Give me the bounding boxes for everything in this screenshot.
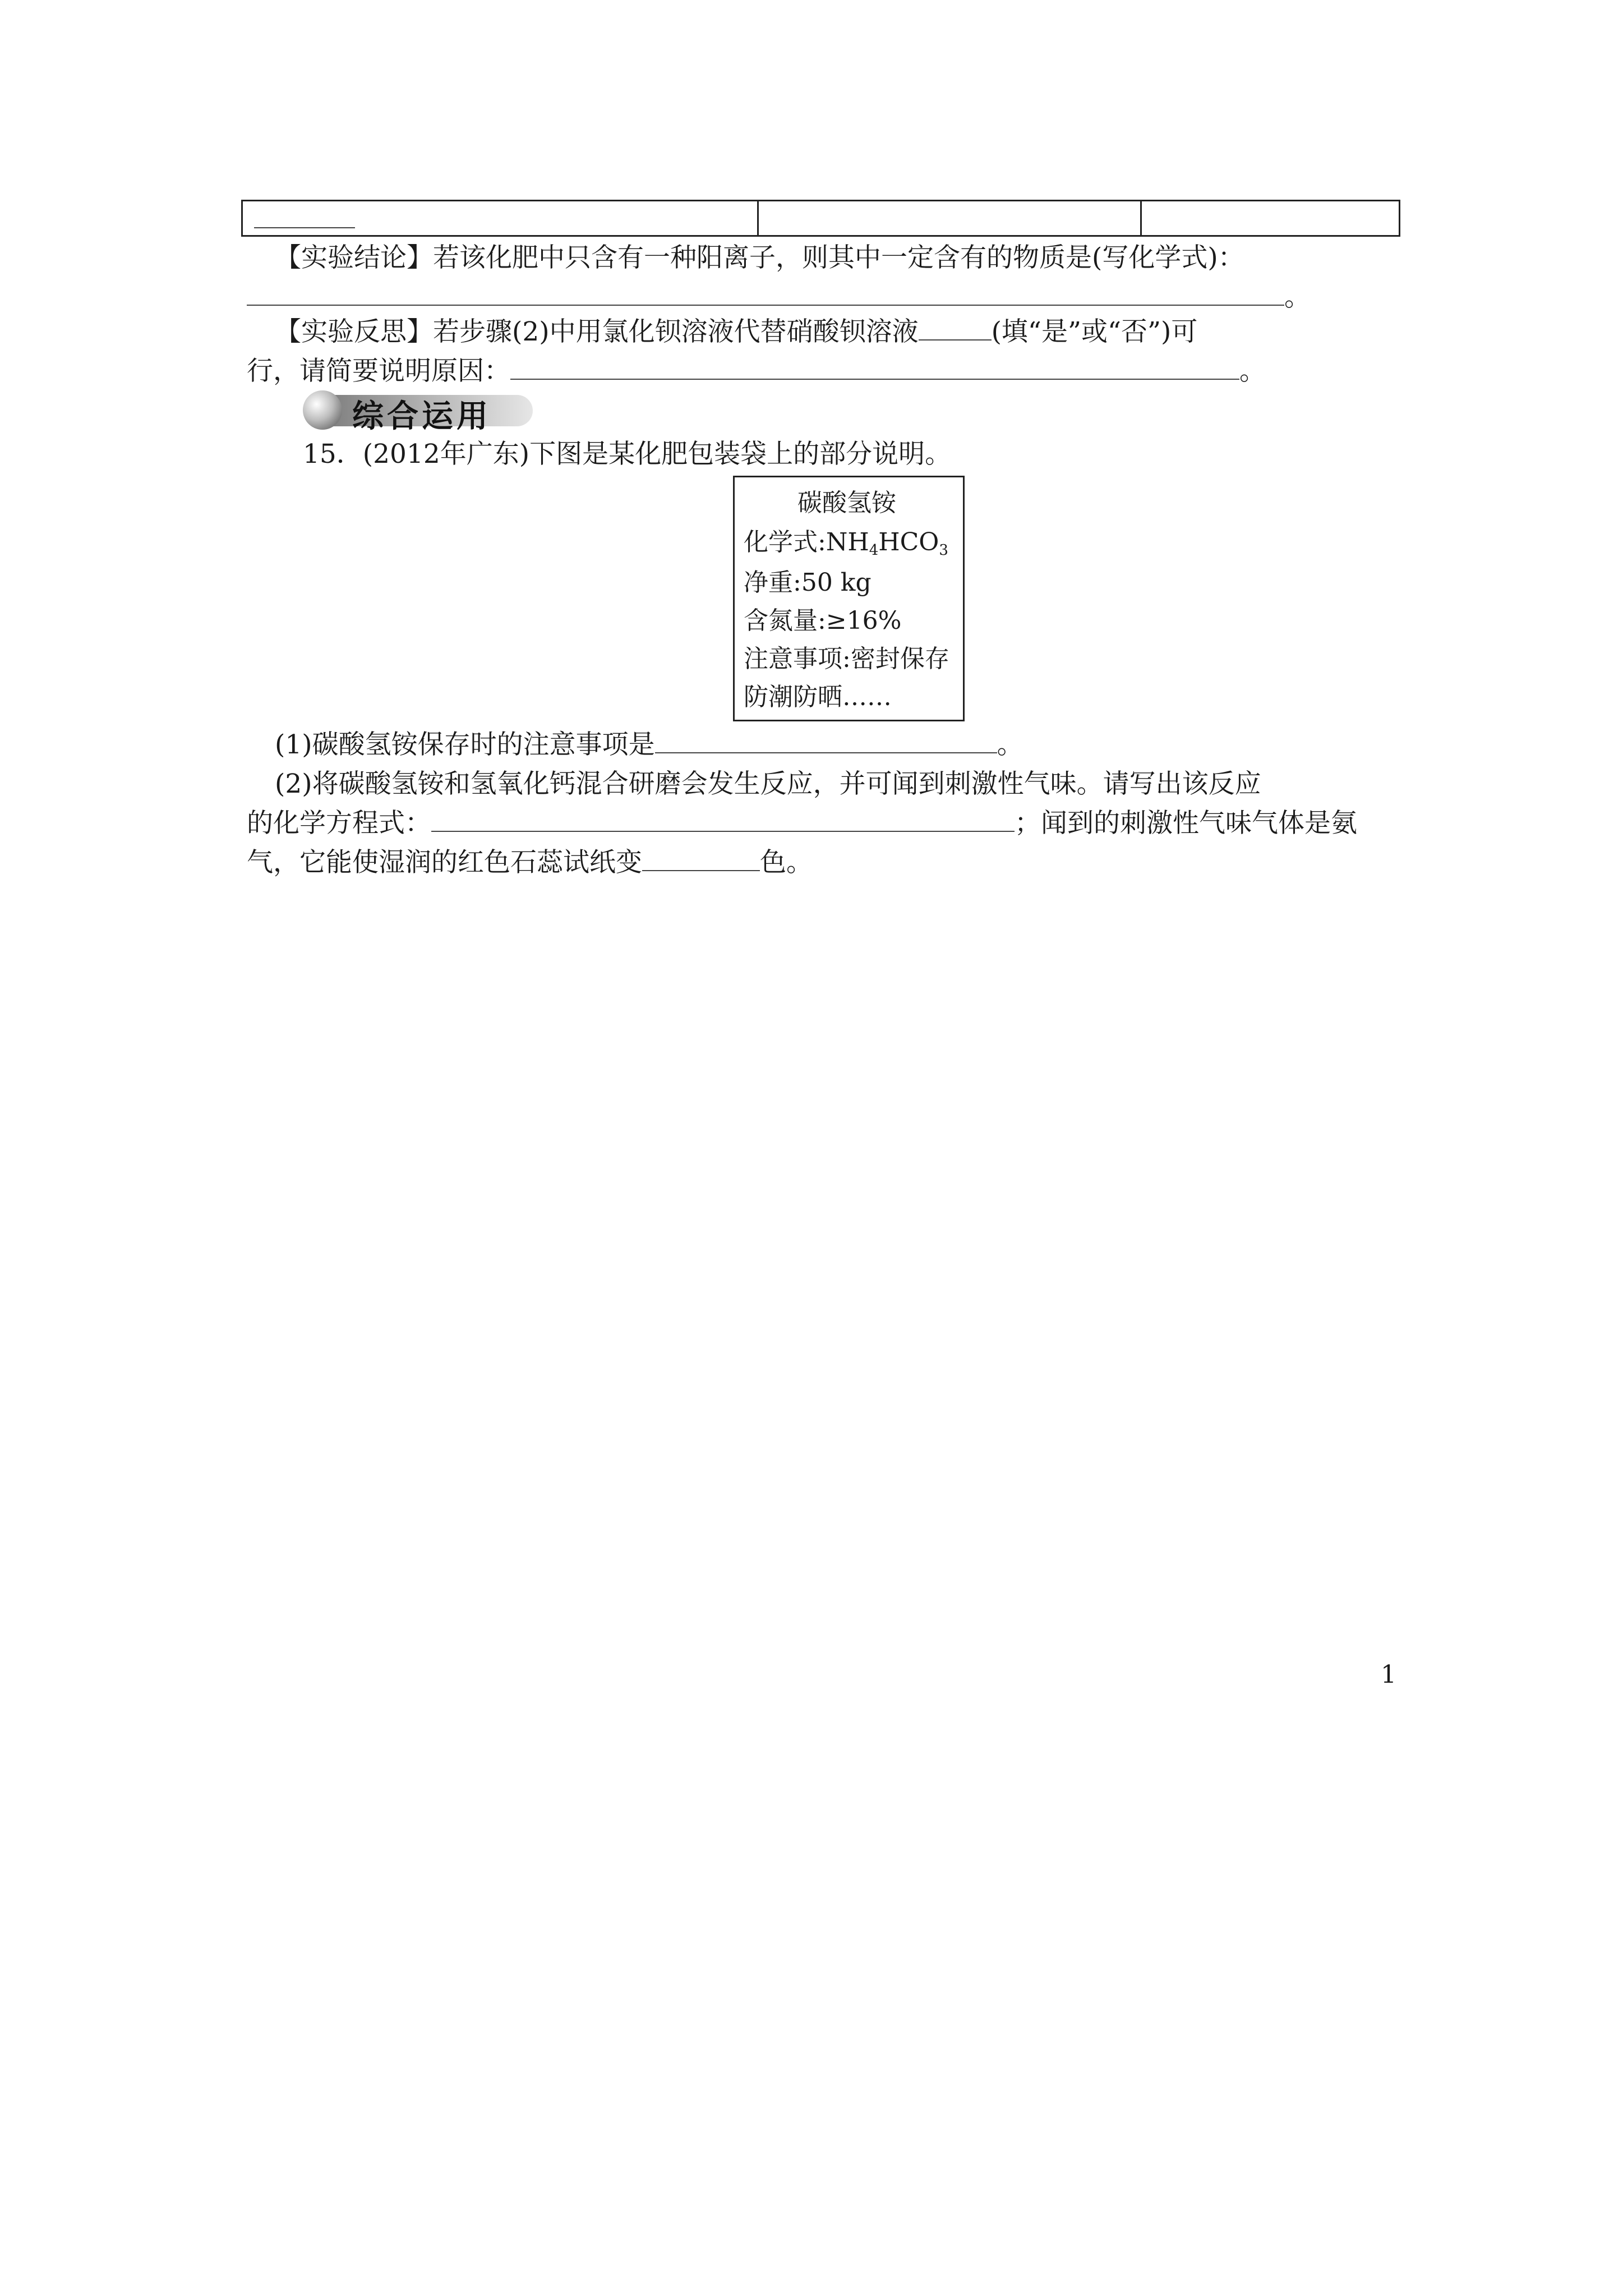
question-15-stem: 15．(2012年广东)下图是某化肥包装袋上的部分说明。 bbox=[303, 439, 952, 470]
period: 。 bbox=[997, 729, 1023, 760]
section-title: 综合运用 bbox=[352, 398, 491, 435]
answer-blank bbox=[431, 809, 1015, 832]
formula-subscript: 4 bbox=[869, 542, 879, 559]
label-formula bbox=[744, 527, 948, 566]
table-cell-blank bbox=[254, 227, 355, 228]
conclusion-answer-line bbox=[247, 280, 1311, 314]
formula-prefix: 化学式:NH bbox=[744, 528, 869, 556]
reflection-text-end: (填“是”或“否”)可 bbox=[991, 316, 1198, 347]
label-notes: 注意事项:密封保存 bbox=[744, 645, 949, 673]
label-product-name: 碳酸氢铵 bbox=[797, 489, 896, 517]
question-15-part-2-line-2 bbox=[247, 807, 1357, 840]
equation-label: 的化学方程式： bbox=[247, 808, 431, 839]
question-15-part-2-line-1: (2)将碳酸氢铵和氢氧化钙混合研磨会发生反应，并可闻到刺激性气味。请写出该反应 bbox=[275, 769, 1261, 799]
part-2-text-end: 色。 bbox=[760, 847, 813, 878]
question-15-part-2-line-3 bbox=[247, 846, 813, 880]
period: 。 bbox=[1284, 282, 1311, 312]
reflection-line-1 bbox=[275, 315, 1197, 349]
answer-blank bbox=[510, 357, 1239, 380]
part-2-text-start: 气，它能使湿润的红色石蕊试纸变 bbox=[247, 847, 642, 878]
table-last-row bbox=[241, 200, 1400, 237]
period: 。 bbox=[1239, 356, 1266, 386]
formula-subscript: 3 bbox=[939, 542, 948, 559]
section-heading-badge bbox=[303, 390, 544, 435]
formula-middle: HCO bbox=[878, 528, 939, 556]
page-number: 1 bbox=[1381, 1660, 1396, 1689]
reflection-text: 【实验反思】若步骤(2)中用氯化钡溶液代替硝酸钡溶液 bbox=[275, 316, 919, 347]
answer-blank bbox=[247, 283, 1284, 306]
table-column-divider bbox=[1140, 201, 1142, 235]
reflection-reason-label: 行，请简要说明原因： bbox=[247, 356, 510, 386]
part-2-text: ；闻到的刺激性气味气体是氨 bbox=[1015, 808, 1357, 839]
answer-blank bbox=[919, 318, 992, 341]
reflection-line-2 bbox=[247, 355, 1266, 388]
label-net-weight: 净重:50 kg bbox=[744, 568, 872, 597]
part-1-text: (1)碳酸氢铵保存时的注意事项是 bbox=[275, 729, 655, 760]
label-notes-continued: 防潮防晒…… bbox=[744, 683, 892, 711]
question-15-part-1 bbox=[275, 728, 1023, 762]
label-nitrogen-content: 含氮量:≥16% bbox=[744, 606, 902, 635]
badge-sphere-icon bbox=[303, 390, 342, 430]
table-column-divider bbox=[757, 201, 759, 235]
answer-blank bbox=[655, 731, 997, 753]
conclusion-text: 【实验结论】若该化肥中只含有一种阳离子，则其中一定含有的物质是(写化学式)： bbox=[275, 242, 1244, 273]
fertilizer-label bbox=[733, 476, 965, 721]
answer-blank bbox=[642, 849, 760, 871]
